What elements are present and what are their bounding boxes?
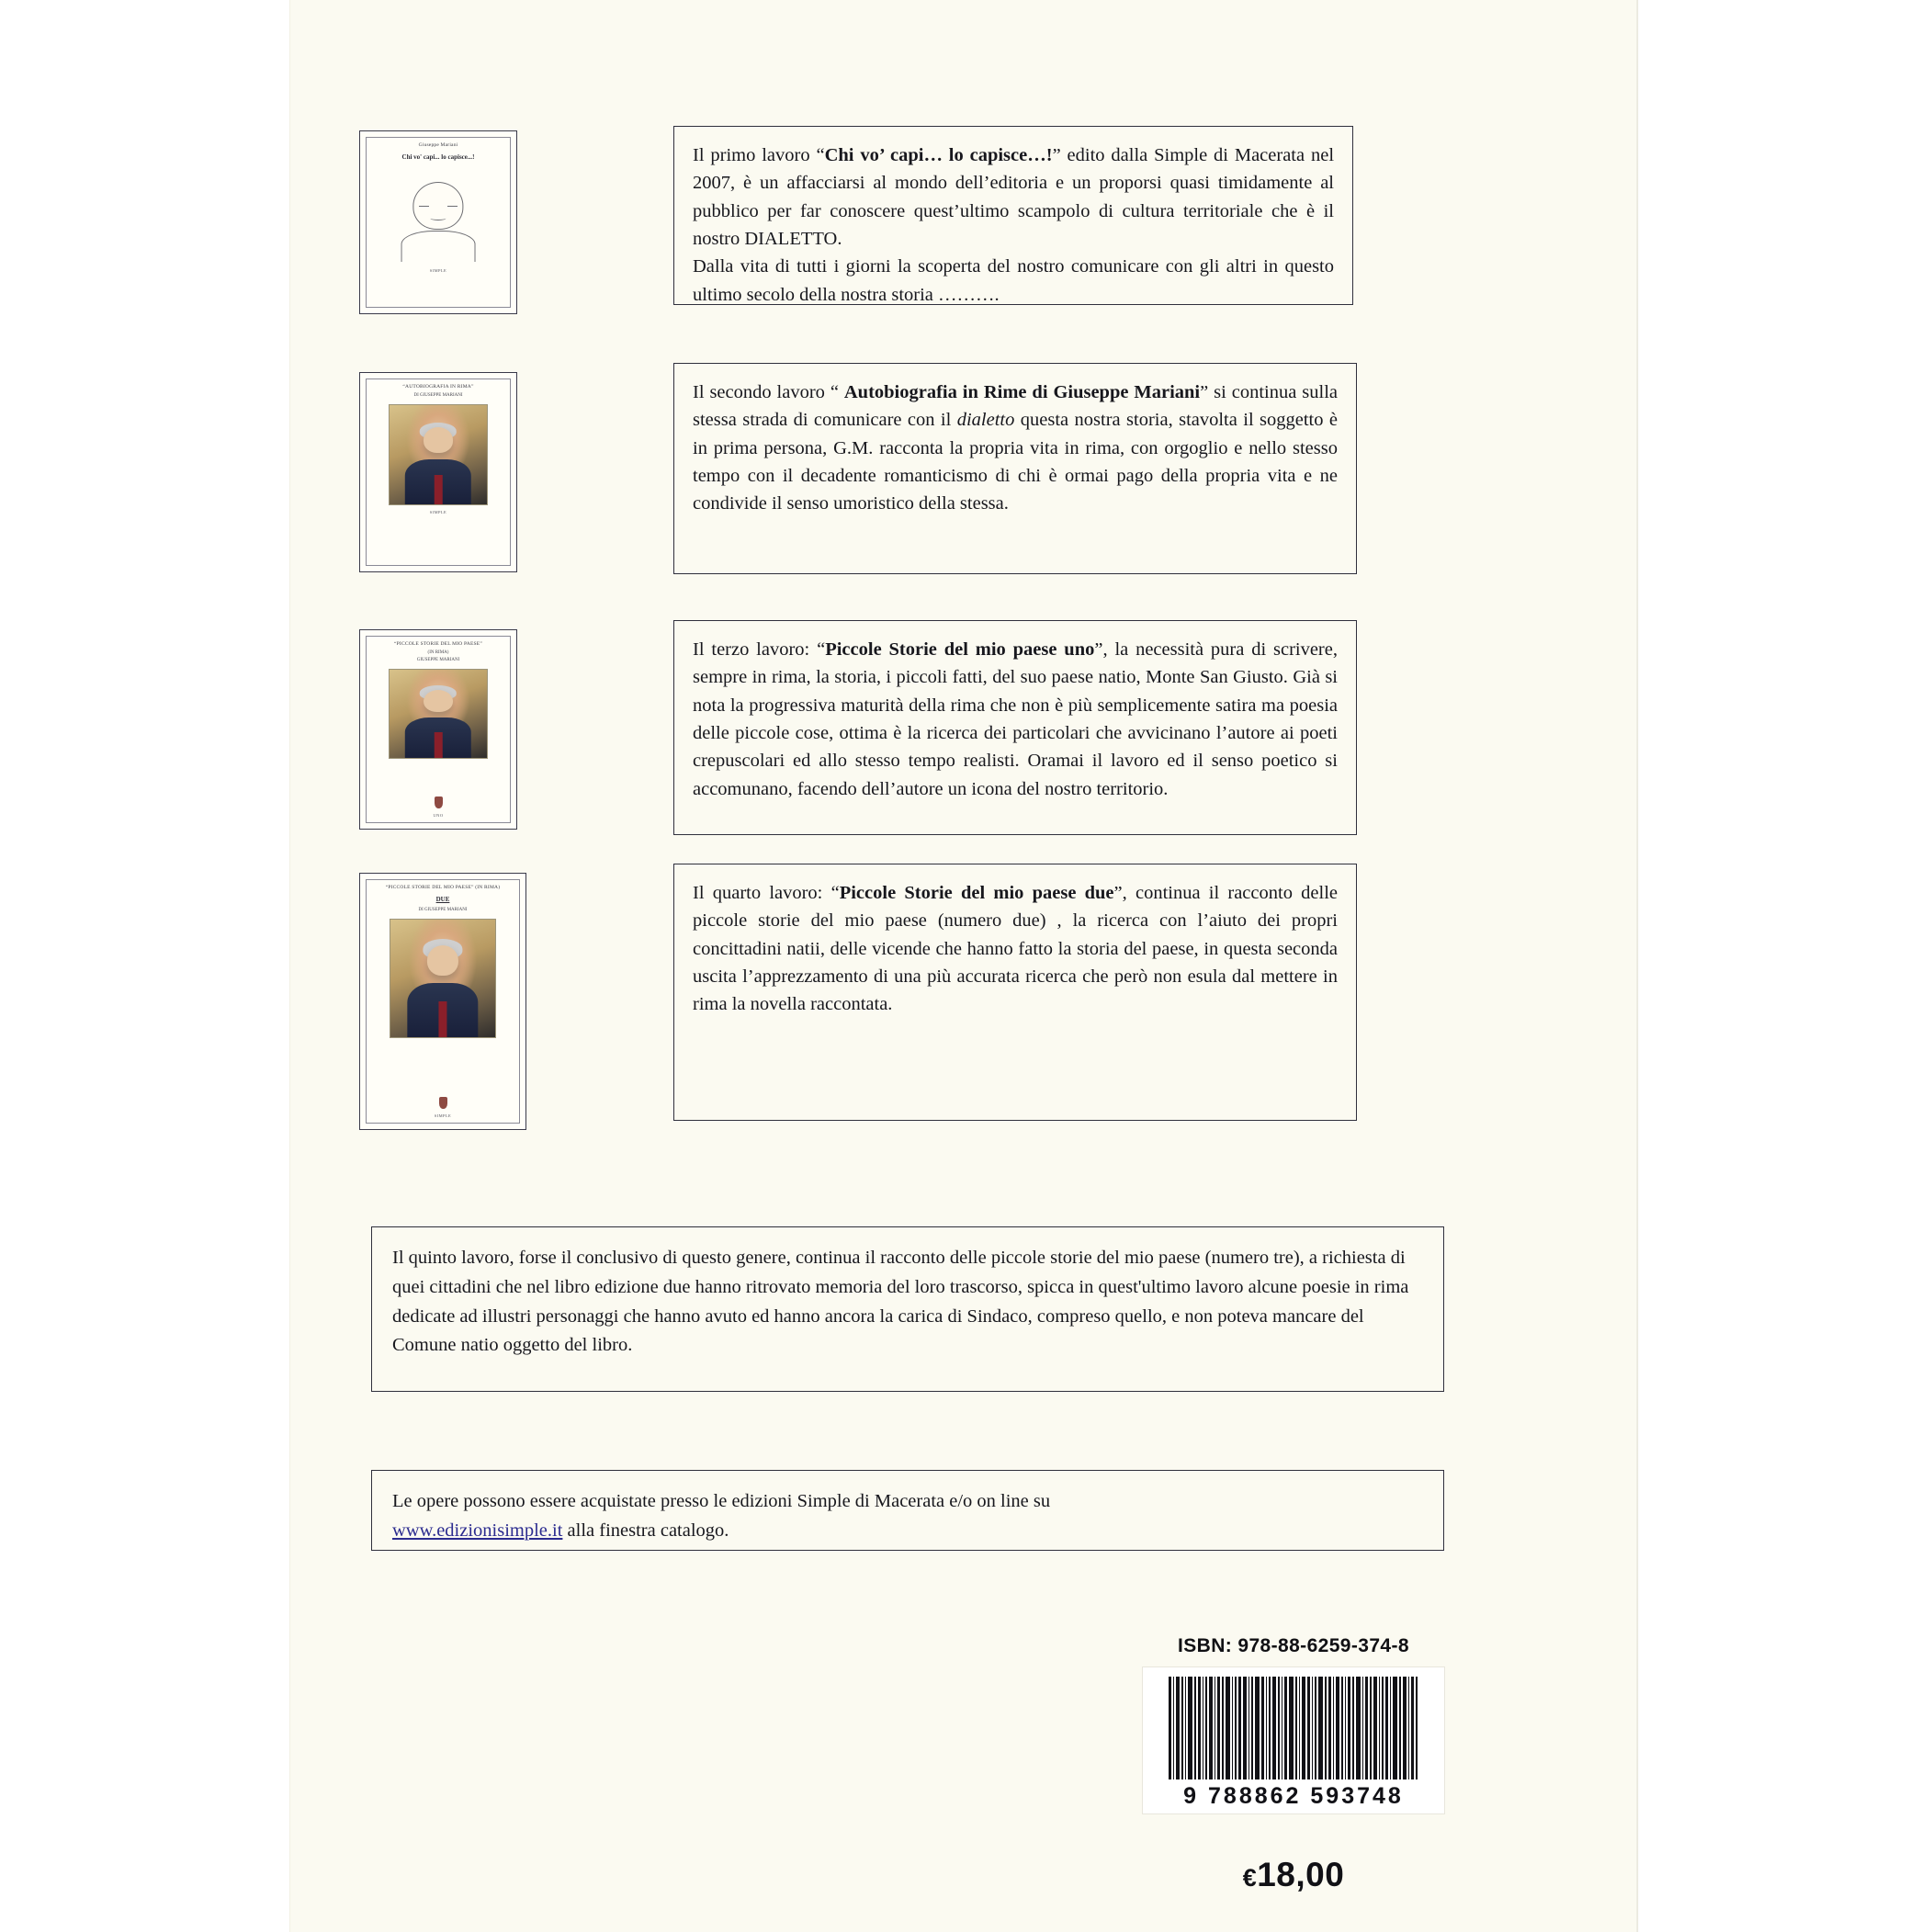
purchase-info-box xyxy=(371,1470,1444,1551)
thumbnail-top-line: “AUTOBIOGRAFIA IN RIMA” xyxy=(402,384,474,390)
book-thumbnail-2 xyxy=(359,372,517,572)
book-thumbnail-4 xyxy=(359,873,526,1130)
thumbnail-footer: SIMPLE xyxy=(429,510,447,515)
author-photo xyxy=(389,404,489,505)
publisher-logo-icon xyxy=(435,797,443,808)
currency-symbol: € xyxy=(1242,1864,1258,1892)
work-description-1-text: Il primo lavoro “Chi vo’ capi… lo capisce…!” edito dalla Simple di Macerata nel 2007, è un affacciarsi al mondo dell’editoria e un proporsi quasi timidamente al pubblico per far conoscere quest’ultimo scampolo di cultura territoriale che è il nostro DIALETTO. Dalla vita di tutti i giorni la scoperta del nostro comunicare con gli altri in questo ultimo secolo della nostra storia ………. xyxy=(693,145,1335,305)
thumbnail-top-line: “PICCOLE STORIE DEL MIO PAESE” (IN RIMA) xyxy=(385,885,501,890)
thumbnail-title: Chi vo' capi... lo capisce...! xyxy=(401,153,475,162)
barcode-digits: 9 788862 593748 xyxy=(1183,1783,1404,1809)
purchase-line-1: Le opere possono essere acquistate presso le edizioni Simple di Macerata e/o on line su xyxy=(392,1491,1051,1511)
purchase-line-2: alla finestra catalogo. xyxy=(567,1520,729,1541)
work-description-4-text: Il quarto lavoro: “Piccole Storie del mio paese due”, continua il racconto delle piccole storie del mio paese (numero due) , la ricerca con l’aiuto dei propri concittadini natii, delle vicende che hanno fatto la storia del paese, in questa seconda uscita l’apprezzamento di una più accurata ricerca che però non esula dal mettere in rima la novella raccontata. xyxy=(693,883,1339,1015)
book-thumbnail-1 xyxy=(359,130,517,314)
barcode-bars xyxy=(1154,1677,1433,1779)
portrait-sketch-illustration xyxy=(399,175,478,264)
thumbnail-series-label: DUE xyxy=(435,896,450,904)
author-photo xyxy=(390,919,496,1038)
thumbnail-footer: SIMPLE xyxy=(434,1113,452,1118)
work-description-1 xyxy=(673,126,1353,305)
thumbnail-subtitle: GIUSEPPE MARIANI xyxy=(416,658,460,663)
work-description-2-text: Il secondo lavoro “ Autobiografia in Rime di Giuseppe Mariani” si continua sulla stessa strada di comunicare con il dialetto questa nostra storia, stavolta il soggetto è in prima persona, G.M. racconta la propria vita in rima, con orgoglio e nello stesso tempo con il decadente romanticismo di chi è ormai pago della propria vita e ne condivide il senso umoristico della stessa. xyxy=(693,382,1339,514)
publisher-website-link[interactable]: www.edizionisimple.it xyxy=(392,1520,563,1541)
fifth-work-text: Il quinto lavoro, forse il conclusivo di questo genere, continua il racconto delle piccole storie del mio paese (numero tre), a richiesta di quei cittadini che nel libro edizione due hanno ritrovato memoria del loro trascorso, spicca in quest'ultimo lavoro alcune poesie in rima dedicate ad illustri personaggi che hanno avuto ed hanno ancora la carica di Sindaco, compreso quello, e non poteva mancare del Comune natio oggetto del libro. xyxy=(392,1248,1409,1356)
thumbnail-top-line: Giuseppe Mariani xyxy=(418,142,458,148)
work-description-2 xyxy=(673,363,1357,574)
thumbnail-footer: UNO xyxy=(433,813,444,818)
barcode xyxy=(1142,1666,1445,1814)
thumbnail-top-line: “PICCOLE STORIE DEL MIO PAESE” xyxy=(394,641,482,647)
price-label xyxy=(1142,1856,1445,1894)
thumbnail-subtitle: DI GIUSEPPE MARIANI xyxy=(418,907,468,912)
thumbnail-subtitle: DI GIUSEPPE MARIANI xyxy=(413,393,463,399)
isbn-label: ISBN: 978-88-6259-374-8 xyxy=(1177,1635,1409,1656)
publisher-logo-icon xyxy=(439,1097,447,1109)
thumbnail-footer: SIMPLE xyxy=(429,267,447,273)
book-thumbnail-3 xyxy=(359,629,517,830)
thumbnail-series-label: (IN RIMA) xyxy=(427,650,449,656)
work-description-3-text: Il terzo lavoro: “Piccole Storie del mio paese uno”, la necessità pura di scrivere, sempre in rima, la storia, i piccoli fatti, del suo paese natio, Monte San Giusto. Già si nota la progressiva maturità della rima che non è più semplicemente satira ma poesia delle piccole cose, ottima è la ricerca dei particolari che avvicinano l’autore ai poeti crepuscolari ed allo stesso tempo realisti. Oramai il lavoro ed il senso poetico si accomunano, facendo dell’autore un icona del nostro territorio. xyxy=(693,639,1338,799)
fifth-work-description xyxy=(371,1226,1444,1392)
price-amount: 18,00 xyxy=(1257,1856,1345,1893)
isbn-barcode-area xyxy=(1142,1635,1445,1814)
work-description-3 xyxy=(673,620,1357,835)
work-description-4 xyxy=(673,864,1357,1121)
author-photo xyxy=(389,669,489,759)
